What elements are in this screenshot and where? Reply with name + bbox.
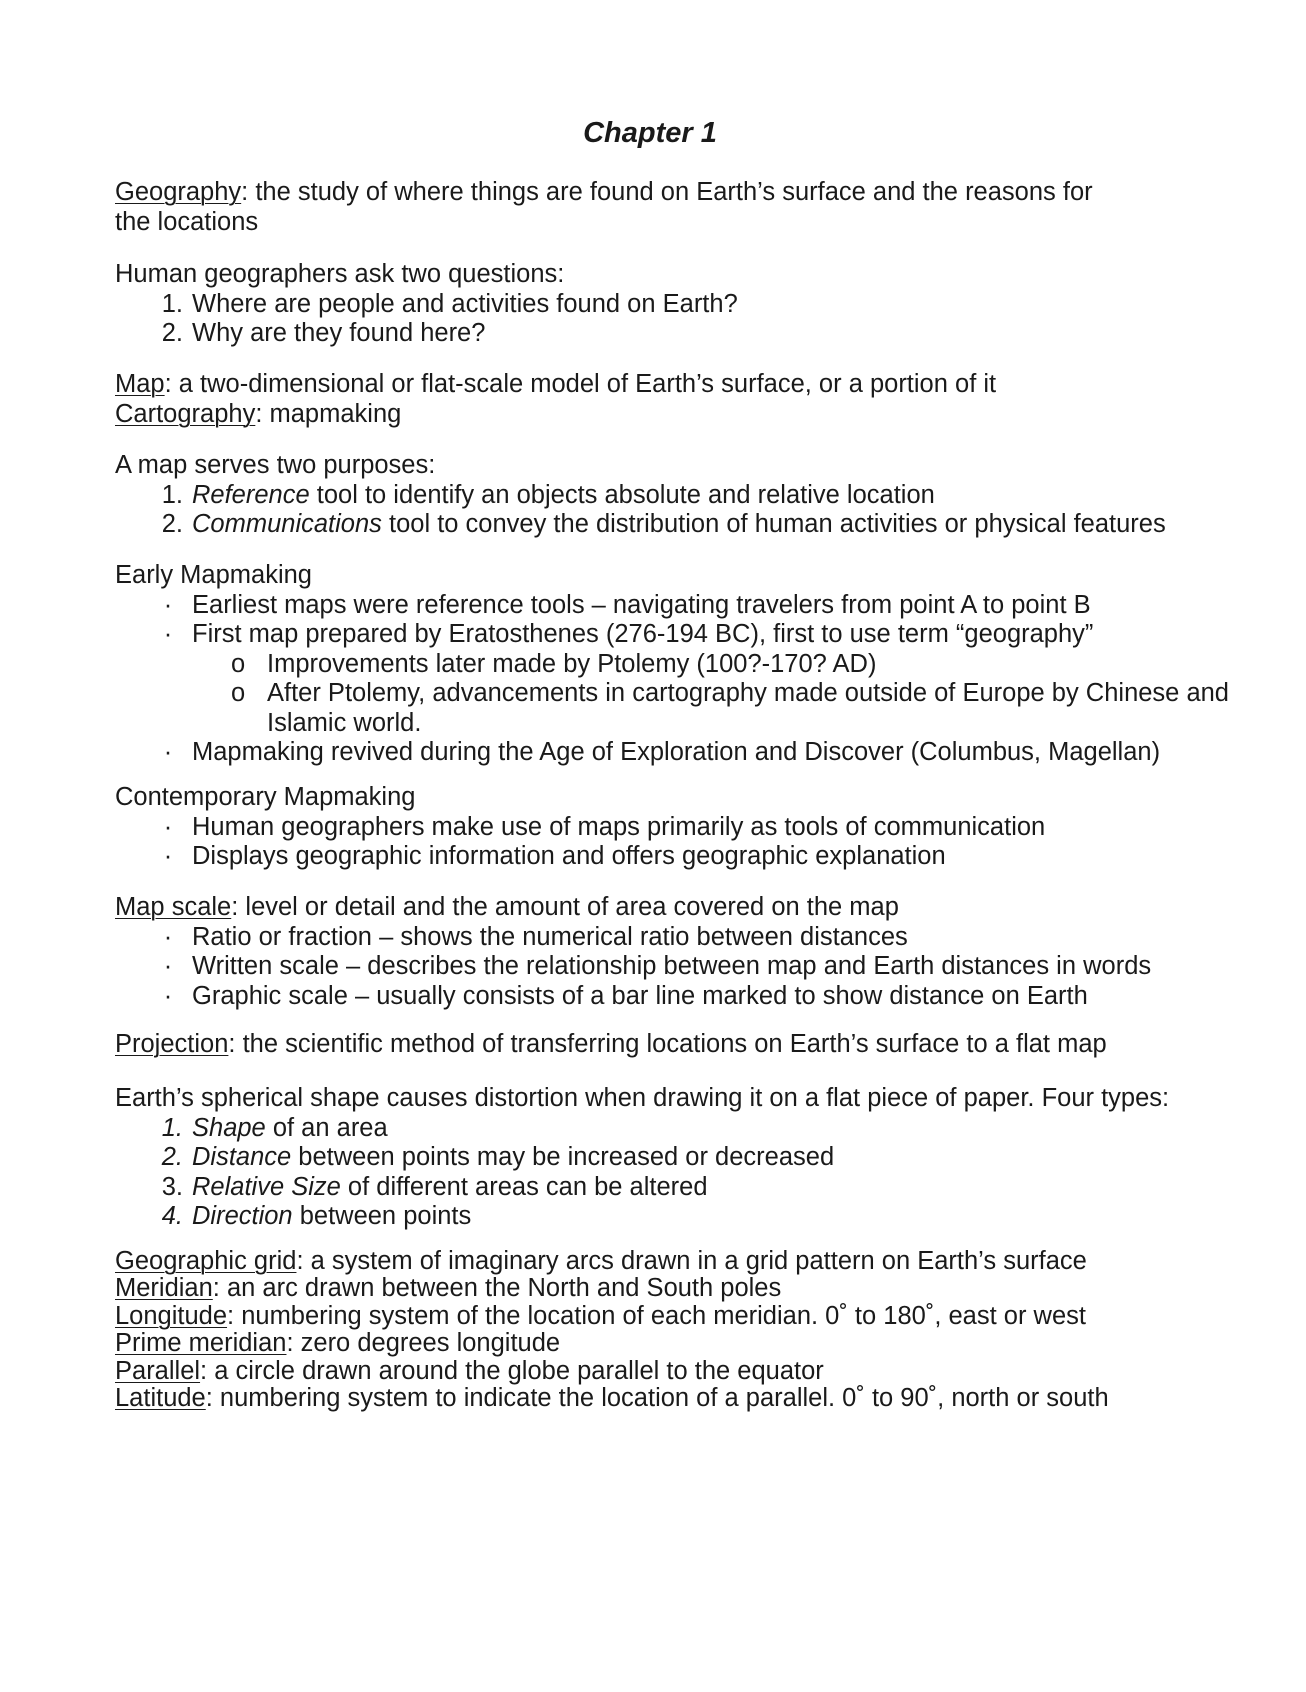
sub-list-item: o After Ptolemy, advancements in cartography made outside of Europe by Chinese and Islamic world. — [231, 679, 1229, 737]
grid-terms-section — [115, 1248, 1225, 1412]
cartography-definition: Cartography: mapmaking — [115, 399, 402, 428]
early-heading: Early Mapmaking — [115, 561, 312, 589]
map-definitions — [115, 370, 1225, 429]
term-geography: Geography — [115, 178, 242, 206]
list-item: · Graphic scale – usually consists of a bar line marked to show distance on Earth — [163, 981, 1088, 1010]
list-item: · First map prepared by Eratosthenes (276-194 BC), first to use term “geography” — [163, 620, 1094, 648]
human-geo-intro: Human geographers ask two questions: — [115, 260, 565, 288]
distortion-section — [115, 1084, 1225, 1232]
page-title: Chapter 1 — [583, 117, 717, 149]
list-item: · Ratio or fraction – shows the numerical ratio between distances — [163, 922, 908, 951]
list-item: · Mapmaking revived during the Age of Exploration and Discover (Columbus, Magellan) — [163, 738, 1161, 766]
human-geographers-section — [115, 260, 1225, 349]
list-item: 2. Distance between points may be increased or decreased — [161, 1143, 835, 1171]
map-scale-section — [115, 893, 1225, 1011]
list-item: 1. Where are people and activities found on Earth? — [161, 289, 738, 318]
geography-definition — [115, 178, 1115, 237]
list-item: 1. Reference tool to identify an objects absolute and relative location — [161, 480, 935, 509]
contemporary-heading: Contemporary Mapmaking — [115, 783, 416, 811]
early-mapmaking-section — [115, 561, 1229, 768]
map-scale-definition: Map scale: level or detail and the amount of area covered on the map — [115, 893, 899, 921]
contemporary-mapmaking-section — [115, 783, 1225, 872]
sub-list-item: o Improvements later made by Ptolemy (100?-170? AD) — [231, 649, 877, 678]
list-item: · Earliest maps were reference tools – navigating travelers from point A to point B — [163, 590, 1091, 619]
map-definition: Map: a two-dimensional or flat-scale model of Earth’s surface, or a portion of it — [115, 370, 997, 398]
list-item: 4. Direction between points — [161, 1202, 472, 1230]
list-item: 1. Shape of an area — [161, 1113, 388, 1142]
list-item: 3. Relative Size of different areas can be altered — [161, 1172, 708, 1201]
list-item: 2. Communications tool to convey the distribution of human activities or physical features — [161, 510, 1166, 538]
distortion-intro: Earth’s spherical shape causes distortion when drawing it on a flat piece of paper. Four types: — [115, 1084, 1170, 1112]
def-geography: : the study of where things are found on Earth’s surface and the reasons for the locations — [115, 178, 1093, 236]
grid-term: Latitude: numbering system to indicate the location of a parallel. 0˚ to 90˚, north or south — [115, 1384, 1109, 1413]
grid-term: Prime meridian: zero degrees longitude — [115, 1329, 561, 1358]
grid-term: Meridian: an arc drawn between the North and South poles — [115, 1274, 782, 1303]
list-item: · Displays geographic information and offers geographic explanation — [163, 842, 946, 870]
grid-term: Longitude: numbering system of the location of each meridian. 0˚ to 180˚, east or west — [115, 1301, 1086, 1330]
list-item: · Written scale – describes the relationship between map and Earth distances in words — [163, 952, 1152, 980]
purposes-intro: A map serves two purposes: — [115, 451, 436, 479]
list-item: · Human geographers make use of maps primarily as tools of communication — [163, 812, 1046, 841]
grid-term: Geographic grid: a system of imaginary arcs drawn in a grid pattern on Earth’s surface — [115, 1247, 1087, 1275]
list-item: 2. Why are they found here? — [161, 319, 486, 347]
grid-term: Parallel: a circle drawn around the globe parallel to the equator — [115, 1356, 824, 1385]
map-purposes-section — [115, 451, 1225, 540]
projection-definition: Projection: the scientific method of transferring locations on Earth’s surface to a flat map — [115, 1030, 1107, 1058]
